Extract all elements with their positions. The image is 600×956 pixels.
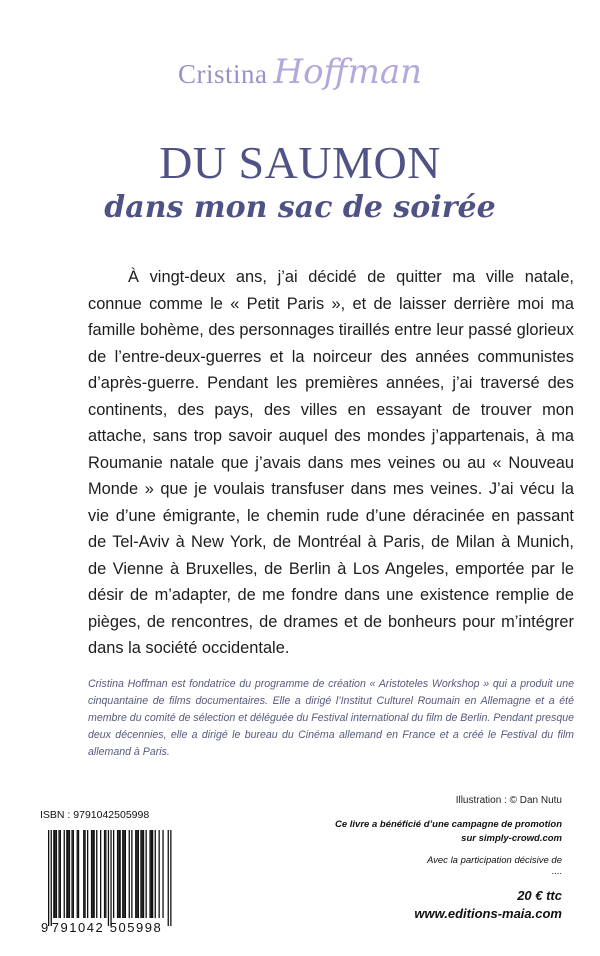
barcode-bar [162,830,163,918]
barcode [38,826,178,936]
barcode-bar [117,830,118,918]
barcode-bar [105,830,106,918]
barcode-bar [66,830,67,918]
author-name [0,52,600,92]
barcode-bar [159,830,160,918]
barcode-bar [55,830,56,918]
synopsis-text: À vingt-deux ans, j’ai décidé de quitter ma ville natale, connue comme le « Petit Paris », et de laisser derrière moi ma famille bohème, des personnages tiraillés entre leur passé glorieux de l’entre-deux-guerres et la noirceur des années communistes d’après-guerre. Pendant les premières années, j’ai traversé des continents, des pays, des villes en essayant de trouver mon attache, sans trop savoir auquel des mondes j’appartenais, à ma Roumanie natale que j’avais dans mes veines ou au « Nouveau Monde » que je voulais transfuser dans mes veines. J’ai vécu la vie d’une émigrante, le chemin rude d’une déracinée en passant de Tel-Aviv à New York, de Montréal à Paris, de Milan à Munich, de Vienne à Bruxelles, de Berlin à Los Angeles, emportée par le désir de m’adapter, de me fondre dans une existence remplie de pièges, de rencontres, de drames et de bonheurs pour m’intégrer dans la société occidentale. [88,268,574,657]
barcode-bar [168,830,169,926]
barcode-bar [129,830,130,918]
barcode-bar [91,830,92,918]
barcode-bar [87,830,88,918]
barcode-bar [58,830,59,918]
barcode-bar [108,830,109,926]
barcode-bar [78,830,79,918]
barcode-bar [113,830,114,918]
promotion-note [302,818,562,846]
barcode-bar [149,830,150,918]
barcode-bar [143,830,144,918]
barcode-bar [96,830,97,918]
participation-note: Avec la participation décisive de [426,855,562,866]
barcode-bar [138,830,139,918]
barcode-bar [125,830,126,918]
barcode-bar [142,830,143,918]
barcode-bar [131,830,132,918]
barcode-bar [64,830,65,918]
barcode-bar [92,830,93,918]
price: 20 € ttc [517,888,562,903]
barcode-bar [140,830,141,918]
barcode-left-digits: 791042 [51,920,105,935]
barcode-bar [152,830,153,918]
barcode-bar [84,830,85,918]
barcode-bar [170,830,171,926]
book-subtitle: dans mon sac de soirée [104,190,496,225]
promotion-line-2: sur simply-crowd.com [461,833,562,844]
barcode-bar [94,830,95,918]
barcode-bar [71,830,72,918]
barcode-bar [135,830,136,918]
barcode-first-digit: 9 [41,920,49,935]
barcode-bar [51,830,52,926]
barcode-bar [120,830,121,918]
barcode-bar [155,830,156,918]
barcode-bar [104,830,105,918]
synopsis [88,264,574,662]
promotion-line-1: Ce livre a bénéficié d’une campagne de promotion [335,819,562,830]
isbn-label: ISBN : 9791042505998 [40,809,150,821]
barcode-bar [83,830,84,918]
barcode-bar [123,830,124,918]
author-bio: Cristina Hoffman est fondatrice du programme de création « Aristoteles Workshop » qui a produit une cinquantaine de films documentaires. Elle a dirigé l’Institut Culturel Roumain en Allemagne et a été membre du comité de sélection et déléguée du Festival international du film de Berlin. Pendant presque deux décennies, elle a dirigé le bureau du Cinéma allemand en France et a créé le Festival du film allemand à Paris. [88,678,574,758]
illustration-credit: Illustration : © Dan Nutu [455,795,562,806]
barcode-bar [136,830,137,918]
barcode-bar [60,830,61,918]
barcode-right-digits: 505998 [109,920,163,935]
participation-value: .... [551,866,562,877]
barcode-bar [146,830,147,918]
author-last-name: Hoffman [273,52,423,92]
barcode-bar [73,830,74,918]
barcode-bar [68,830,69,918]
barcode-bar [77,830,78,918]
barcode-bar [151,830,152,918]
publisher-website: www.editions-maia.com [414,906,562,921]
book-title: DU SAUMON [159,137,441,188]
barcode-bar [69,830,70,918]
barcode-bar [53,830,54,918]
barcode-bar [100,830,101,918]
barcode-bar [110,830,111,926]
barcode-bar [122,830,123,918]
barcode-bar [56,830,57,918]
author-first-name: Cristina [177,59,268,89]
barcode-bar [48,830,49,926]
barcode-bar [118,830,119,918]
